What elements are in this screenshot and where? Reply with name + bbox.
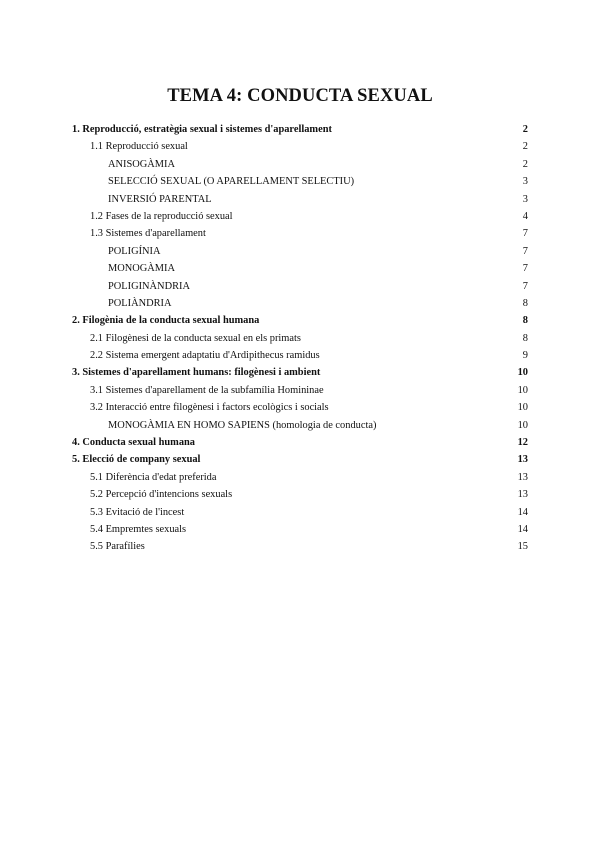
toc-entry-text: 1.1 Reproducció sexual [90,141,188,153]
toc-entry-level-2[interactable] [72,521,528,538]
toc-entry-level-2[interactable] [72,208,528,225]
toc-entry-text: 4. Conducta sexual humana [72,437,195,449]
toc-entry-text: 1.3 Sistemes d'aparellament [90,228,206,240]
toc-page-number: 7 [522,280,528,292]
toc-entry-text: 2. Filogènia de la conducta sexual humana [72,315,260,327]
toc-page-number: 7 [522,263,528,275]
toc-page-number: 3 [522,176,528,188]
toc-entry-level-3[interactable] [72,191,528,208]
toc-page-number: 12 [517,437,528,449]
toc-entry-text: ANISOGÀMIA [108,158,175,170]
toc-page-number: 8 [522,297,528,309]
toc-entry-level-2[interactable] [72,330,528,347]
toc-entry-level-3[interactable] [72,260,528,277]
toc-entry-text: 2.2 Sistema emergent adaptatiu d'Ardipithecus ramidus [90,350,320,362]
page-title: TEMA 4: CONDUCTA SEXUAL [167,86,433,107]
toc-entry-text: INVERSIÓ PARENTAL [108,193,212,205]
toc-entry-level-1[interactable] [72,121,528,138]
toc-entry-text: 5.2 Percepció d'intencions sexuals [90,489,233,501]
toc-entry-level-1[interactable] [72,364,528,381]
toc-entry-level-2[interactable] [72,382,528,399]
toc-page-number: 3 [522,193,528,205]
toc-entry-level-3[interactable] [72,417,528,434]
toc-page-number: 7 [522,245,528,257]
table-of-contents [72,121,528,556]
toc-page-number: 13 [517,489,528,501]
toc-page-number: 13 [517,471,528,483]
toc-entry-text: 1.2 Fases de la reproducció sexual [90,210,233,222]
toc-entry-text: POLIGINÀNDRIA [108,280,190,292]
toc-entry-text: POLIÀNDRIA [108,297,172,309]
toc-entry-text: 3.2 Interacció entre filogènesi i factors ecològics i socials [90,402,329,414]
toc-page-number: 9 [522,350,528,362]
toc-page-number: 10 [517,367,528,379]
toc-entry-text: 5.1 Diferència d'edat preferida [90,471,217,483]
toc-entry-level-2[interactable] [72,538,528,555]
toc-page-number: 2 [522,158,528,170]
toc-entry-level-3[interactable] [72,295,528,312]
toc-entry-level-3[interactable] [72,243,528,260]
toc-entry-text: MONOGÀMIA EN HOMO SAPIENS (homologia de conducta) [108,419,377,431]
toc-entry-text: SELECCIÓ SEXUAL (O APARELLAMENT SELECTIU) [108,176,355,188]
toc-entry-text: 3. Sistemes d'aparellament humans: filogènesi i ambient [72,367,321,379]
toc-page-number: 7 [522,228,528,240]
toc-page-number: 10 [517,402,528,414]
toc-entry-level-2[interactable] [72,469,528,486]
toc-page-number: 8 [522,315,528,327]
toc-entry-text: 5.3 Evitació de l'incest [90,506,185,518]
toc-entry-text: 2.1 Filogènesi de la conducta sexual en els primats [90,332,301,344]
toc-entry-level-3[interactable] [72,173,528,190]
toc-entry-text: 5. Elecció de company sexual [72,454,201,466]
toc-entry-text: 5.5 Parafílies [90,541,145,553]
toc-entry-text: 5.4 Empremtes sexuals [90,523,187,535]
toc-page-number: 10 [517,384,528,396]
toc-entry-level-2[interactable] [72,347,528,364]
toc-page-number: 4 [522,210,528,222]
toc-entry-level-2[interactable] [72,225,528,242]
toc-entry-level-3[interactable] [72,156,528,173]
toc-page-number: 2 [522,141,528,153]
toc-page-number: 8 [522,332,528,344]
toc-entry-level-1[interactable] [72,451,528,468]
toc-entry-level-2[interactable] [72,504,528,521]
toc-entry-level-2[interactable] [72,138,528,155]
toc-entry-text: 1. Reproducció, estratègia sexual i sistemes d'aparellament [72,124,332,135]
toc-page-number: 13 [517,454,528,466]
toc-entry-text: MONOGÀMIA [108,263,175,275]
toc-entry-text: 3.1 Sistemes d'aparellament de la subfamília Homininae [90,384,324,396]
toc-page-number: 14 [517,506,528,518]
toc-entry-level-3[interactable] [72,278,528,295]
toc-entry-level-1[interactable] [72,312,528,329]
toc-entry-level-2[interactable] [72,486,528,503]
toc-page-number: 10 [517,419,528,431]
toc-page-number: 15 [517,541,528,553]
toc-entry-text: POLIGÍNIA [108,245,161,257]
toc-page-number: 2 [522,124,528,135]
toc-entry-level-2[interactable] [72,399,528,416]
toc-entry-level-1[interactable] [72,434,528,451]
toc-page-number: 14 [517,523,528,535]
